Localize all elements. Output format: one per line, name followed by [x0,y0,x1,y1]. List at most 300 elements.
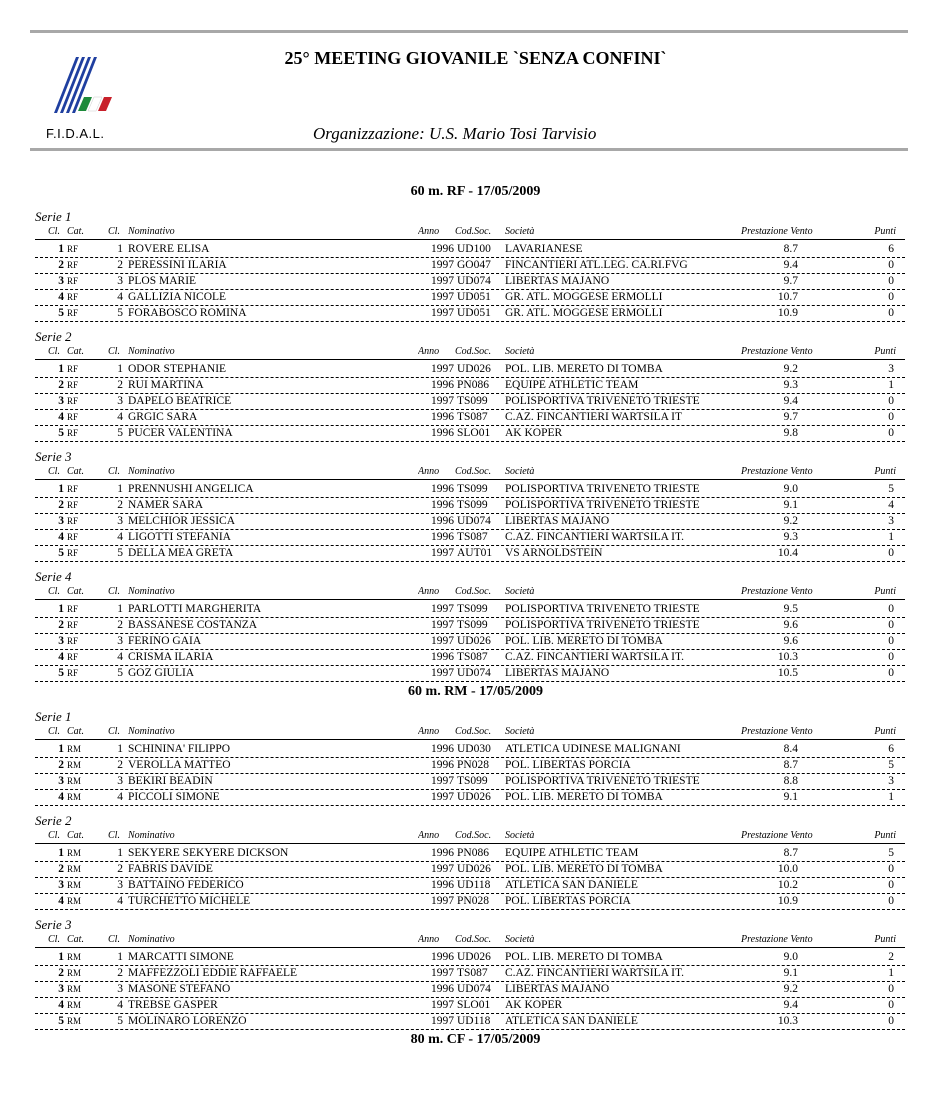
cell-name: BEKIRI BEADIN [128,775,213,787]
cell-anno: 1996 [431,411,454,423]
cell-cod: UD074 [457,515,491,527]
cell-soc: LIBERTAS MAJANO [505,983,610,995]
cell-punti: 1 [888,531,894,543]
header-cod: Cod.Soc. [455,226,492,237]
cell-anno: 1997 [431,275,454,287]
header-pres: Prestazione Vento [741,934,813,945]
cell-clcat: 5 [117,307,123,319]
cell-anno: 1996 [431,499,454,511]
cell-name: PERESSINI ILARIA [128,259,227,271]
cell-soc: POLISPORTIVA TRIVENETO TRIESTE [505,619,700,631]
cell-cl: 2 [58,619,64,631]
cell-punti: 0 [888,603,894,615]
header-punti: Punti [874,226,896,237]
cell-cl: 4 [58,895,64,907]
cell-clcat: 4 [117,651,123,663]
cell-clcat: 1 [117,743,123,755]
cell-cod: SLO01 [457,427,491,439]
header-cat: Cat. [67,586,84,597]
cell-cl: 4 [58,411,64,423]
cell-name: MASONE STEFANO [128,983,231,995]
cell-cl: 3 [58,879,64,891]
cell-cl: 2 [58,759,64,771]
cell-cod: UD051 [457,307,491,319]
header-clcat: Cl. [108,346,120,357]
cell-cat: RF [67,276,79,286]
cell-anno: 1997 [431,863,454,875]
cell-cat: RF [67,428,79,438]
header-cod: Cod.Soc. [455,346,492,357]
cell-name: PRENNUSHI ANGELICA [128,483,254,495]
cell-soc: EQUIPE ATHLETIC TEAM [505,847,639,859]
result-row [35,774,905,790]
result-row [35,758,905,774]
cell-anno: 1997 [431,895,454,907]
cell-punti: 5 [888,847,894,859]
cell-cat: RM [67,848,82,858]
result-row [35,790,905,806]
header-cat: Cat. [67,830,84,841]
header-name: Nominativo [128,726,175,737]
cell-clcat: 2 [117,259,123,271]
cell-pres: 9.2 [783,983,798,995]
cell-soc: ATLETICA UDINESE MALIGNANI [505,743,681,755]
cell-anno: 1997 [431,259,454,271]
cell-soc: POL. LIBERTAS PORCIA [505,759,631,771]
cell-anno: 1996 [431,743,454,755]
cell-pres: 10.3 [777,1015,798,1027]
column-header-row [35,584,905,600]
cell-cat: RM [67,776,82,786]
cell-anno: 1996 [431,379,454,391]
cell-cod: PN028 [457,895,489,907]
cell-soc: POL. LIB. MERETO DI TOMBA [505,363,663,375]
cell-cod: UD074 [457,667,491,679]
event-title: 80 m. CF - 17/05/2009 [410,1032,541,1047]
cell-cod: TS099 [457,775,488,787]
header-pres: Prestazione Vento [741,830,813,841]
cell-clcat: 1 [117,951,123,963]
cell-punti: 6 [888,243,894,255]
cell-cl: 2 [58,499,64,511]
header-soc: Società [505,466,535,477]
cell-cod: TS087 [457,411,488,423]
cell-anno: 1997 [431,775,454,787]
cell-name: PICCOLI SIMONE [128,791,220,803]
serie-label: Serie 4 [35,569,72,584]
cell-name: TREBSE GASPER [128,999,218,1011]
cell-cod: UD100 [457,243,491,255]
cell-cod: TS087 [457,967,488,979]
cell-name: BATTAINO FEDERICO [128,879,244,891]
cell-soc: POL. LIB. MERETO DI TOMBA [505,635,663,647]
cell-cat: RF [67,636,79,646]
cell-pres: 9.3 [783,379,798,391]
cell-clcat: 1 [117,603,123,615]
cell-pres: 9.2 [783,515,798,527]
cell-cat: RF [67,652,79,662]
result-row [35,742,905,758]
result-row [35,530,905,546]
cell-soc: POL. LIB. MERETO DI TOMBA [505,863,663,875]
cell-soc: POLISPORTIVA TRIVENETO TRIESTE [505,483,700,495]
cell-soc: LIBERTAS MAJANO [505,275,610,287]
cell-clcat: 3 [117,983,123,995]
cell-pres: 10.3 [777,651,798,663]
cell-clcat: 1 [117,847,123,859]
cell-cod: UD118 [457,1015,491,1027]
cell-name: MARCATTI SIMONE [128,951,234,963]
fidal-logo-icon [40,55,120,115]
cell-cat: RF [67,308,79,318]
cell-clcat: 5 [117,547,123,559]
header-name: Nominativo [128,586,175,597]
result-row [35,894,905,910]
header-cod: Cod.Soc. [455,466,492,477]
cell-cod: UD051 [457,291,491,303]
cell-name: MELCHIOR JESSICA [128,515,236,527]
header-name: Nominativo [128,934,175,945]
column-header-row [35,828,905,844]
cell-anno: 1997 [431,363,454,375]
cell-cat: RF [67,380,79,390]
result-row [35,666,905,682]
cell-clcat: 2 [117,863,123,875]
result-row [35,546,905,562]
top-rule [30,30,908,33]
cell-name: LIGOTTI STEFANIA [128,531,231,543]
cell-soc: ATLETICA SAN DANIELE [505,1015,638,1027]
cell-cl: 5 [58,427,64,439]
cell-pres: 10.9 [777,895,798,907]
cell-pres: 9.4 [783,395,798,407]
cell-cat: RM [67,952,82,962]
cell-punti: 0 [888,651,894,663]
cell-name: RUI MARTINA [128,379,204,391]
cell-punti: 0 [888,895,894,907]
cell-soc: C.AZ. FINCANTIERI WARTSILA IT [505,411,683,423]
cell-cod: SLO01 [457,999,491,1011]
cell-pres: 8.7 [783,847,798,859]
cell-soc: C.AZ. FINCANTIERI WARTSILA IT. [505,651,685,663]
cell-name: ODOR STEPHANIE [128,363,227,375]
cell-anno: 1997 [431,307,454,319]
cell-name: PUCER VALENTINA [128,427,233,439]
cell-clcat: 3 [117,635,123,647]
header-pres: Prestazione Vento [741,466,813,477]
cell-punti: 1 [888,791,894,803]
cell-soc: LIBERTAS MAJANO [505,667,610,679]
cell-cat: RM [67,896,82,906]
cell-cod: UD118 [457,879,491,891]
cell-cat: RM [67,1016,82,1026]
cell-cl: 1 [58,743,64,755]
header-cl: Cl. [48,586,60,597]
cell-punti: 4 [888,499,894,511]
cell-cat: RM [67,984,82,994]
cell-cl: 3 [58,983,64,995]
result-row [35,998,905,1014]
cell-punti: 3 [888,363,894,375]
event-title: 60 m. RF - 17/05/2009 [410,184,541,199]
cell-anno: 1996 [431,515,454,527]
cell-clcat: 4 [117,291,123,303]
cell-punti: 0 [888,291,894,303]
cell-cl: 3 [58,515,64,527]
header-cl: Cl. [48,934,60,945]
cell-cod: UD026 [457,951,491,963]
cell-pres: 9.7 [783,411,798,423]
cell-cat: RF [67,364,79,374]
cell-anno: 1996 [431,847,454,859]
cell-punti: 2 [888,951,894,963]
header-cat: Cat. [67,226,84,237]
cell-punti: 3 [888,775,894,787]
cell-cod: TS099 [457,619,488,631]
cell-soc: VS ARNOLDSTEIN [505,547,603,559]
cell-punti: 1 [888,967,894,979]
cell-anno: 1996 [431,879,454,891]
result-row [35,242,905,258]
cell-pres: 9.8 [783,427,798,439]
header-anno: Anno [418,726,440,737]
cell-clcat: 3 [117,395,123,407]
cell-soc: POLISPORTIVA TRIVENETO TRIESTE [505,499,700,511]
cell-anno: 1996 [431,483,454,495]
results-content [0,182,951,1050]
cell-name: BASSANESE COSTANZA [128,619,258,631]
cell-clcat: 4 [117,791,123,803]
cell-anno: 1996 [431,983,454,995]
cell-cat: RF [67,244,79,254]
serie-label: Serie 3 [35,449,72,464]
column-header-row [35,344,905,360]
cell-cod: UD026 [457,363,491,375]
cell-soc: POL. LIB. MERETO DI TOMBA [505,951,663,963]
cell-cl: 5 [58,667,64,679]
result-row [35,514,905,530]
header-soc: Società [505,586,535,597]
column-header-row [35,464,905,480]
organizer: Organizzazione: U.S. Mario Tosi Tarvisio [313,124,597,143]
cell-cod: UD026 [457,635,491,647]
cell-punti: 0 [888,667,894,679]
cell-anno: 1997 [431,1015,454,1027]
cell-cod: TS099 [457,483,488,495]
cell-pres: 9.6 [783,619,798,631]
header-name: Nominativo [128,830,175,841]
cell-name: CRISMA ILARIA [128,651,214,663]
cell-clcat: 2 [117,379,123,391]
cell-clcat: 1 [117,243,123,255]
cell-punti: 0 [888,879,894,891]
header-cod: Cod.Soc. [455,726,492,737]
header-clcat: Cl. [108,586,120,597]
serie-label: Serie 2 [35,329,72,344]
cell-punti: 0 [888,411,894,423]
cell-cat: RF [67,604,79,614]
cell-name: MOLINARO LORENZO [128,1015,247,1027]
cell-pres: 10.5 [777,667,798,679]
cell-clcat: 5 [117,1015,123,1027]
cell-punti: 6 [888,743,894,755]
cell-pres: 10.7 [777,291,798,303]
cell-pres: 9.0 [783,483,798,495]
header-name: Nominativo [128,346,175,357]
header-name: Nominativo [128,466,175,477]
cell-cod: UD026 [457,791,491,803]
cell-anno: 1997 [431,395,454,407]
cell-name: GRGIC SARA [128,411,198,423]
cell-cl: 2 [58,379,64,391]
header-anno: Anno [418,934,440,945]
cell-cod: AUT01 [457,547,493,559]
cell-name: GOZ GIULIA [128,667,195,679]
column-header-row [35,932,905,948]
page-title: 25° MEETING GIOVANILE `SENZA CONFINI` [284,48,667,68]
cell-cod: UD030 [457,743,491,755]
cell-cl: 1 [58,847,64,859]
cell-cl: 5 [58,307,64,319]
header-cl: Cl. [48,726,60,737]
header-punti: Punti [874,830,896,841]
cell-punti: 0 [888,275,894,287]
header-cat: Cat. [67,466,84,477]
cell-punti: 0 [888,983,894,995]
header-cl: Cl. [48,466,60,477]
result-row [35,362,905,378]
cell-cl: 5 [58,547,64,559]
cell-punti: 0 [888,635,894,647]
cell-cat: RF [67,500,79,510]
cell-soc: GR. ATL. MOGGESE ERMOLLI [505,307,663,319]
cell-anno: 1996 [431,531,454,543]
cell-clcat: 5 [117,667,123,679]
header-pres: Prestazione Vento [741,346,813,357]
cell-clcat: 4 [117,999,123,1011]
serie-label: Serie 2 [35,813,72,828]
cell-anno: 1997 [431,291,454,303]
header-pres: Prestazione Vento [741,726,813,737]
cell-soc: C.AZ. FINCANTIERI WARTSILA IT. [505,531,685,543]
cell-cat: RM [67,760,82,770]
result-row [35,482,905,498]
cell-punti: 3 [888,515,894,527]
cell-pres: 8.8 [783,775,798,787]
header-punti: Punti [874,934,896,945]
cell-pres: 9.1 [783,499,798,511]
serie-label: Serie 1 [35,709,72,724]
cell-pres: 9.3 [783,531,798,543]
header-pres: Prestazione Vento [741,226,813,237]
cell-cat: RF [67,292,79,302]
cell-pres: 9.7 [783,275,798,287]
cell-name: NAMER SARA [128,499,204,511]
header-cod: Cod.Soc. [455,586,492,597]
cell-cat: RM [67,864,82,874]
cell-punti: 1 [888,379,894,391]
cell-pres: 9.4 [783,259,798,271]
header-anno: Anno [418,226,440,237]
header-name: Nominativo [128,226,175,237]
result-row [35,290,905,306]
cell-cl: 1 [58,603,64,615]
cell-name: DAPELO BEATRICE [128,395,232,407]
cell-anno: 1997 [431,967,454,979]
header-bottom-rule [30,148,908,151]
fidal-label: F.I.D.A.L. [46,126,105,141]
result-row [35,602,905,618]
cell-clcat: 3 [117,879,123,891]
header-anno: Anno [418,586,440,597]
cell-name: FORABOSCO ROMINA [128,307,247,319]
cell-pres: 10.4 [777,547,798,559]
cell-cl: 4 [58,791,64,803]
cell-punti: 5 [888,759,894,771]
result-row [35,878,905,894]
header-punti: Punti [874,586,896,597]
cell-clcat: 4 [117,895,123,907]
cell-punti: 0 [888,999,894,1011]
cell-pres: 9.5 [783,603,798,615]
cell-cat: RM [67,744,82,754]
cell-punti: 0 [888,259,894,271]
cell-cat: RF [67,412,79,422]
cell-cl: 4 [58,291,64,303]
result-row [35,634,905,650]
cell-cl: 2 [58,967,64,979]
header-clcat: Cl. [108,226,120,237]
column-header-row [35,224,905,240]
cell-punti: 0 [888,395,894,407]
result-row [35,498,905,514]
cell-anno: 1997 [431,635,454,647]
cell-cl: 3 [58,275,64,287]
cell-clcat: 2 [117,619,123,631]
cell-cl: 2 [58,863,64,875]
result-row [35,410,905,426]
cell-name: VEROLLA MATTEO [128,759,231,771]
cell-anno: 1997 [431,791,454,803]
cell-cod: TS099 [457,603,488,615]
header-cod: Cod.Soc. [455,934,492,945]
cell-name: SCHININA' FILIPPO [128,743,231,755]
header-anno: Anno [418,466,440,477]
header-soc: Società [505,726,535,737]
column-header-row [35,724,905,740]
cell-anno: 1997 [431,603,454,615]
cell-soc: C.AZ. FINCANTIERI WARTSILA IT. [505,967,685,979]
cell-clcat: 4 [117,411,123,423]
result-row [35,650,905,666]
cell-cl: 2 [58,259,64,271]
cell-cod: UD074 [457,983,491,995]
cell-cat: RF [67,516,79,526]
cell-punti: 0 [888,427,894,439]
cell-punti: 0 [888,863,894,875]
cell-name: ROVERE ELISA [128,243,210,255]
header-punti: Punti [874,726,896,737]
cell-cod: PN086 [457,847,489,859]
cell-cl: 1 [58,951,64,963]
cell-punti: 0 [888,619,894,631]
cell-name: GALLIZIA NICOLE [128,291,227,303]
header-anno: Anno [418,830,440,841]
cell-clcat: 3 [117,515,123,527]
cell-cl: 1 [58,243,64,255]
cell-cl: 3 [58,635,64,647]
serie-label: Serie 1 [35,209,72,224]
